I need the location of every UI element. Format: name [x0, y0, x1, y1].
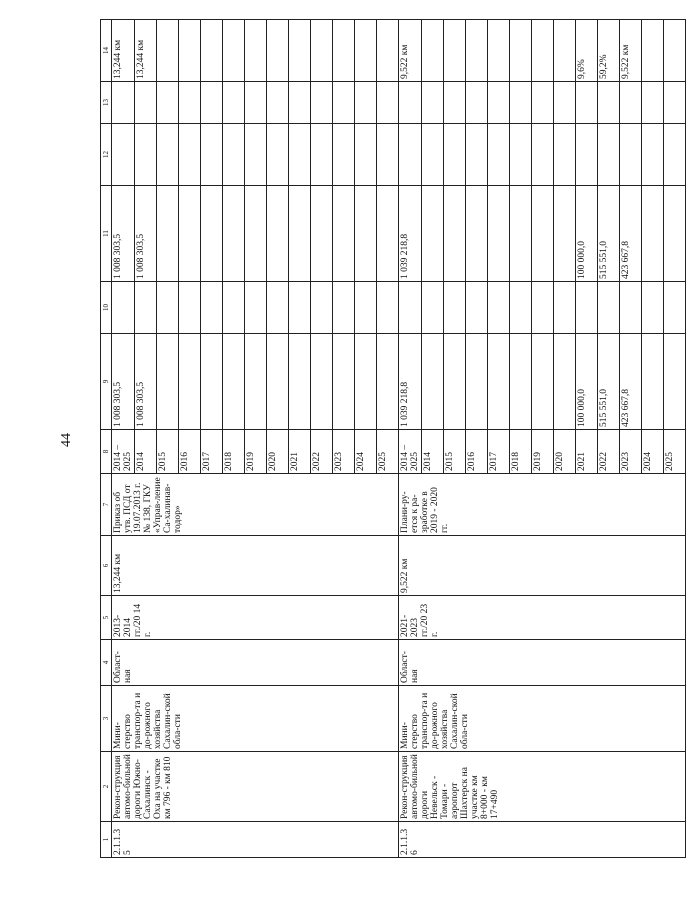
column-number-header: 7	[101, 474, 112, 536]
cell-c12	[664, 124, 686, 186]
cell-c11	[333, 186, 355, 282]
cell-c8: 2017	[201, 430, 223, 474]
cell-c9	[333, 334, 355, 430]
cell-c8: 2018	[510, 430, 532, 474]
table-row	[399, 20, 422, 858]
cell-c12	[399, 124, 422, 186]
cell-c9	[201, 334, 223, 430]
cell-c11: 1 008 303,5	[112, 186, 135, 282]
cell-c11	[201, 186, 223, 282]
cell-c8: 2024	[355, 430, 377, 474]
cell-c12	[554, 124, 576, 186]
column-number-header: 8	[101, 430, 112, 474]
cell-c12	[422, 124, 444, 186]
cell-c11	[311, 186, 333, 282]
cell-c7: Плани-ру-ется к ра-зработке в 2019 - 2020 гг.	[399, 474, 686, 536]
cell-c14	[201, 20, 223, 82]
page-number: 44	[59, 433, 74, 447]
cell-c13	[267, 82, 289, 124]
cell-c14	[223, 20, 245, 82]
cell-c14	[422, 20, 444, 82]
cell-c8: 2024	[642, 430, 664, 474]
cell-c13	[399, 82, 422, 124]
table-row	[112, 20, 135, 858]
column-number-header: 2	[101, 752, 112, 822]
column-number-row	[101, 20, 112, 858]
cell-c9	[267, 334, 289, 430]
cell-c13	[554, 82, 576, 124]
cell-c14: 9,522 км	[620, 20, 642, 82]
cell-c12	[355, 124, 377, 186]
cell-c14	[377, 20, 399, 82]
cell-c11	[642, 186, 664, 282]
cell-c10	[620, 282, 642, 334]
cell-c10	[289, 282, 311, 334]
cell-c13	[179, 82, 201, 124]
cell-c11	[444, 186, 466, 282]
cell-c8: 2023	[620, 430, 642, 474]
cell-c9	[664, 334, 686, 430]
cell-c10	[422, 282, 444, 334]
cell-c11	[245, 186, 267, 282]
cell-c10	[157, 282, 179, 334]
cell-c10	[510, 282, 532, 334]
cell-c14	[267, 20, 289, 82]
column-number-header: 3	[101, 686, 112, 752]
cell-c10	[664, 282, 686, 334]
cell-c14	[510, 20, 532, 82]
cell-c9	[444, 334, 466, 430]
cell-c14: 59,2%	[598, 20, 620, 82]
cell-c13	[157, 82, 179, 124]
cell-c11	[157, 186, 179, 282]
cell-c9: 1 039 218,8	[399, 334, 422, 430]
cell-c11: 100 000,0	[576, 186, 598, 282]
cell-c8: 2014	[135, 430, 157, 474]
cell-c8: 2025	[377, 430, 399, 474]
cell-c10	[554, 282, 576, 334]
cell-c13	[377, 82, 399, 124]
cell-c12	[289, 124, 311, 186]
cell-c13	[135, 82, 157, 124]
column-number-header: 6	[101, 536, 112, 596]
cell-c12	[157, 124, 179, 186]
cell-c12	[201, 124, 223, 186]
rotated-table-container	[100, 20, 675, 858]
cell-c9	[466, 334, 488, 430]
cell-c12	[576, 124, 598, 186]
cell-c14: 9,6%	[576, 20, 598, 82]
cell-c12	[179, 124, 201, 186]
cell-c13	[223, 82, 245, 124]
cell-c9	[488, 334, 510, 430]
column-number-header: 4	[101, 640, 112, 686]
cell-c12	[311, 124, 333, 186]
cell-c11	[510, 186, 532, 282]
cell-c12	[488, 124, 510, 186]
cell-c9	[355, 334, 377, 430]
cell-c11	[223, 186, 245, 282]
cell-c9	[157, 334, 179, 430]
cell-c8: 2016	[179, 430, 201, 474]
cell-c1: 2.1.1.3 5	[112, 822, 399, 858]
cell-c9	[245, 334, 267, 430]
cell-c8: 2021	[289, 430, 311, 474]
cell-c5: 2013-2014 гг./20 14 г.	[112, 596, 399, 640]
cell-c3: Мини-стерство транспор-та и до-рожного хозяйства Сахалин-ской обла-сти	[399, 686, 686, 752]
cell-c10	[179, 282, 201, 334]
cell-c8: 2025	[664, 430, 686, 474]
cell-c10	[201, 282, 223, 334]
cell-c11	[289, 186, 311, 282]
cell-c9	[223, 334, 245, 430]
cell-c9	[289, 334, 311, 430]
cell-c8: 2016	[466, 430, 488, 474]
cell-c11: 423 667,8	[620, 186, 642, 282]
cell-c5: 2021-2023 гг./20 23 г.	[399, 596, 686, 640]
cell-c8: 2015	[444, 430, 466, 474]
cell-c8: 2021	[576, 430, 598, 474]
cell-c8: 2015	[157, 430, 179, 474]
cell-c10	[112, 282, 135, 334]
cell-c9: 1 008 303,5	[112, 334, 135, 430]
cell-c10	[532, 282, 554, 334]
cell-c13	[642, 82, 664, 124]
cell-c8: 2018	[223, 430, 245, 474]
cell-c9: 515 551,0	[598, 334, 620, 430]
cell-c14	[488, 20, 510, 82]
cell-c7: Приказ об утв. ПСД от 19.07.2013 г. № 138, ГКУ «Управ-ление Са-халинав-тодор»	[112, 474, 399, 536]
cell-c14	[466, 20, 488, 82]
cell-c13	[532, 82, 554, 124]
cell-c12	[642, 124, 664, 186]
cell-c12	[532, 124, 554, 186]
cell-c13	[333, 82, 355, 124]
cell-c8: 2020	[554, 430, 576, 474]
cell-c12	[333, 124, 355, 186]
cell-c12	[620, 124, 642, 186]
cell-c9	[554, 334, 576, 430]
cell-c14	[311, 20, 333, 82]
cell-c12	[598, 124, 620, 186]
cell-c10	[223, 282, 245, 334]
program-table	[100, 19, 686, 858]
cell-c13	[620, 82, 642, 124]
column-number-header: 5	[101, 596, 112, 640]
cell-c4: Област-ная	[399, 640, 686, 686]
cell-c14	[157, 20, 179, 82]
cell-c14	[245, 20, 267, 82]
cell-c10	[576, 282, 598, 334]
cell-c8: 2014 – 2025	[112, 430, 135, 474]
cell-c11	[488, 186, 510, 282]
cell-c10	[245, 282, 267, 334]
cell-c11	[466, 186, 488, 282]
cell-c2: Рекон-струкция автомо-бильной дороги Невельск - Томари - аэропорт Шахтерск на участке км 8+000 - км 17+490	[399, 752, 686, 822]
cell-c9: 423 667,8	[620, 334, 642, 430]
cell-c6: 9,522 км	[399, 536, 686, 596]
column-number-header: 11	[101, 186, 112, 282]
cell-c8: 2014 – 2025	[399, 430, 422, 474]
cell-c11	[355, 186, 377, 282]
cell-c11: 1 008 303,5	[135, 186, 157, 282]
column-number-header: 14	[101, 20, 112, 82]
cell-c14	[289, 20, 311, 82]
cell-c14: 13,244 км	[135, 20, 157, 82]
cell-c12	[245, 124, 267, 186]
table-body	[112, 20, 686, 858]
cell-c11	[377, 186, 399, 282]
cell-c13	[355, 82, 377, 124]
cell-c9	[377, 334, 399, 430]
cell-c11: 515 551,0	[598, 186, 620, 282]
cell-c13	[422, 82, 444, 124]
cell-c11	[554, 186, 576, 282]
cell-c10	[267, 282, 289, 334]
cell-c13	[488, 82, 510, 124]
cell-c13	[576, 82, 598, 124]
cell-c6: 13,244 км	[112, 536, 399, 596]
cell-c14	[554, 20, 576, 82]
cell-c8: 2014	[422, 430, 444, 474]
cell-c10	[355, 282, 377, 334]
cell-c10	[598, 282, 620, 334]
cell-c1: 2.1.1.3 6	[399, 822, 686, 858]
column-number-header: 12	[101, 124, 112, 186]
cell-c9	[422, 334, 444, 430]
cell-c12	[377, 124, 399, 186]
cell-c10	[399, 282, 422, 334]
cell-c12	[510, 124, 532, 186]
cell-c13	[510, 82, 532, 124]
cell-c14	[664, 20, 686, 82]
cell-c10	[642, 282, 664, 334]
cell-c10	[488, 282, 510, 334]
column-number-header: 13	[101, 82, 112, 124]
cell-c11	[267, 186, 289, 282]
cell-c13	[201, 82, 223, 124]
cell-c8: 2019	[245, 430, 267, 474]
cell-c14	[642, 20, 664, 82]
cell-c9	[642, 334, 664, 430]
cell-c10	[444, 282, 466, 334]
cell-c12	[267, 124, 289, 186]
cell-c11	[532, 186, 554, 282]
cell-c8: 2019	[532, 430, 554, 474]
cell-c13	[466, 82, 488, 124]
cell-c13	[311, 82, 333, 124]
cell-c13	[664, 82, 686, 124]
cell-c13	[598, 82, 620, 124]
cell-c9	[179, 334, 201, 430]
cell-c14	[444, 20, 466, 82]
cell-c14	[179, 20, 201, 82]
cell-c14	[333, 20, 355, 82]
cell-c8: 2020	[267, 430, 289, 474]
cell-c14: 9,522 км	[399, 20, 422, 82]
cell-c14	[355, 20, 377, 82]
cell-c9	[311, 334, 333, 430]
cell-c11	[664, 186, 686, 282]
cell-c3: Мини-стерство транспор-та и до-рожного хозяйства Сахалин-ской обла-сти	[112, 686, 399, 752]
cell-c10	[135, 282, 157, 334]
cell-c10	[311, 282, 333, 334]
cell-c14	[532, 20, 554, 82]
cell-c4: Област-ная	[112, 640, 399, 686]
cell-c13	[289, 82, 311, 124]
cell-c8: 2022	[598, 430, 620, 474]
cell-c11	[179, 186, 201, 282]
column-number-header: 9	[101, 334, 112, 430]
cell-c12	[135, 124, 157, 186]
cell-c12	[444, 124, 466, 186]
cell-c9: 100 000,0	[576, 334, 598, 430]
cell-c11	[422, 186, 444, 282]
cell-c10	[333, 282, 355, 334]
cell-c8: 2017	[488, 430, 510, 474]
cell-c14: 13,244 км	[112, 20, 135, 82]
cell-c12	[466, 124, 488, 186]
cell-c10	[377, 282, 399, 334]
cell-c13	[112, 82, 135, 124]
cell-c8: 2023	[333, 430, 355, 474]
column-number-header: 1	[101, 822, 112, 858]
cell-c13	[245, 82, 267, 124]
cell-c8: 2022	[311, 430, 333, 474]
cell-c9	[510, 334, 532, 430]
cell-c9: 1 008 303,5	[135, 334, 157, 430]
cell-c2: Рекон-струкция автомо-бильной дороги Южно-Сахалинск - Оха на участке км 796 - км 810	[112, 752, 399, 822]
cell-c12	[223, 124, 245, 186]
cell-c13	[444, 82, 466, 124]
cell-c12	[112, 124, 135, 186]
column-number-header: 10	[101, 282, 112, 334]
cell-c11: 1 039 218,8	[399, 186, 422, 282]
cell-c9	[532, 334, 554, 430]
cell-c10	[466, 282, 488, 334]
